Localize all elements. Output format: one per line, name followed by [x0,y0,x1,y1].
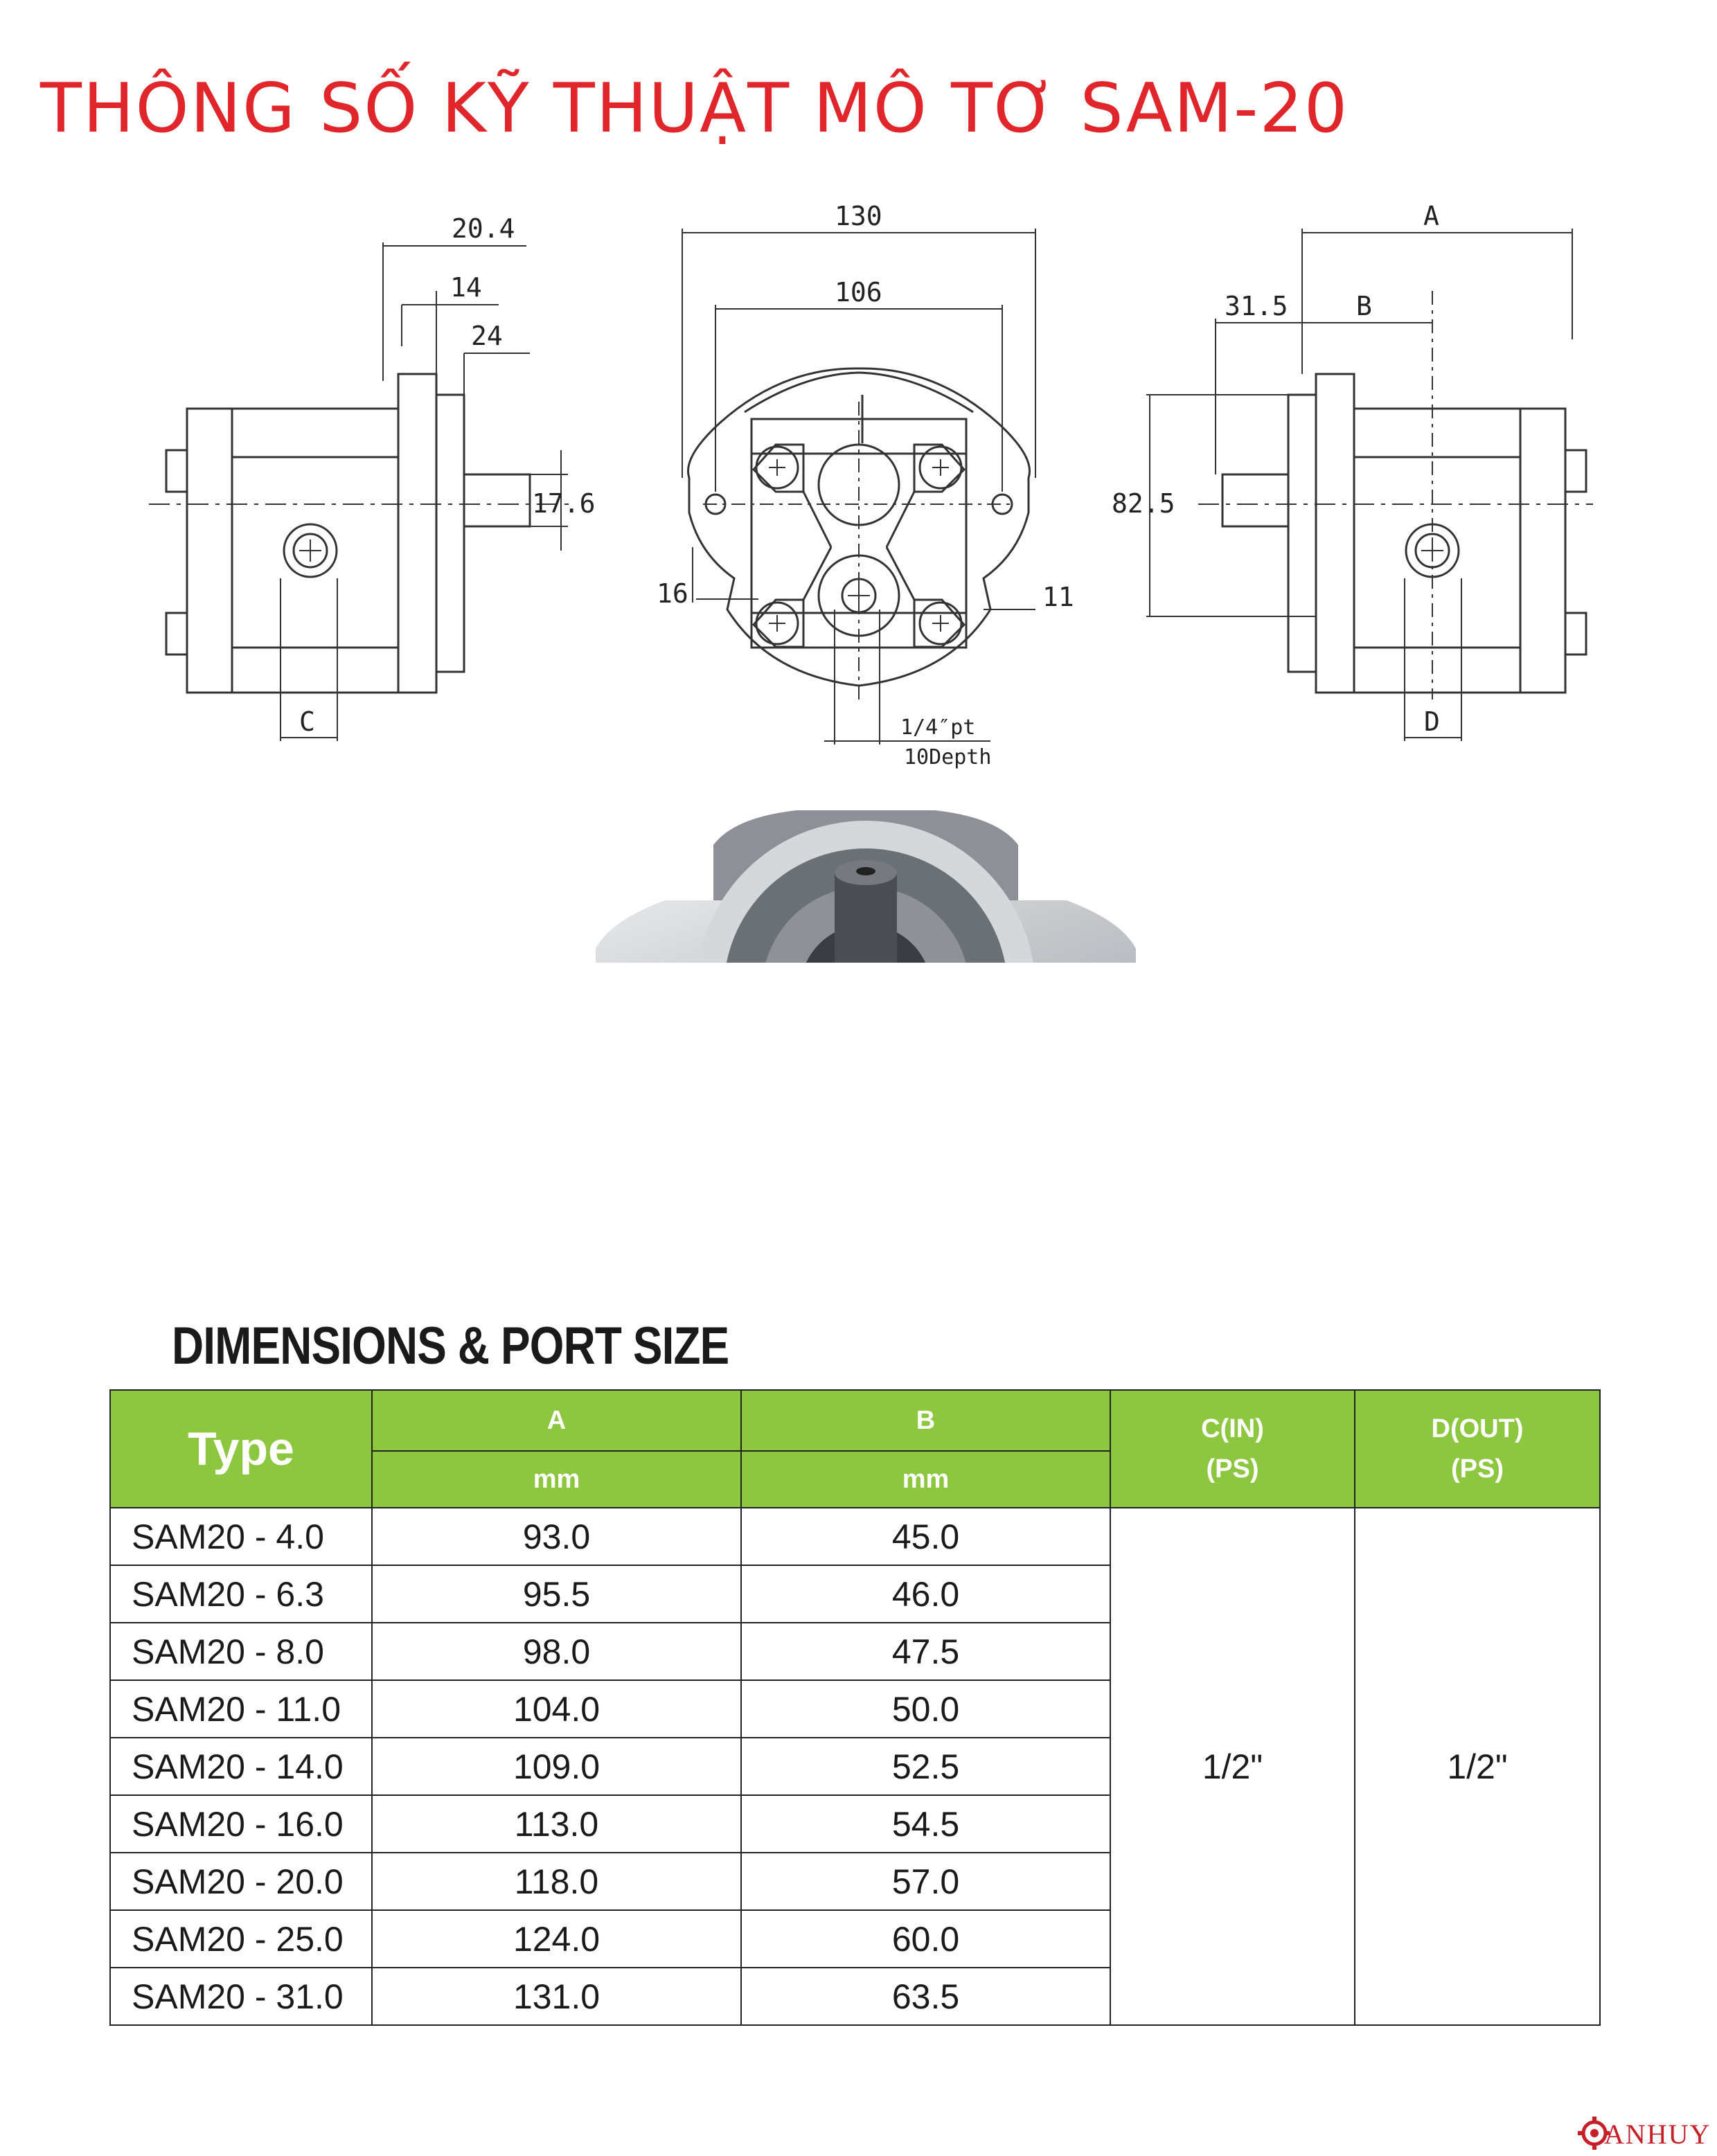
cell-b: 57.0 [741,1853,1110,1910]
dim-label: 1/4″pt [900,715,976,740]
cell-type: SAM20 - 8.0 [110,1623,372,1680]
table-row [110,1508,1600,1565]
dim-label: 130 [835,201,882,231]
dim-label: 14 [450,272,482,303]
header-c-line2: (PS) [1206,1454,1259,1484]
cell-a: 109.0 [372,1738,741,1795]
cell-a: 98.0 [372,1623,741,1680]
header-d-line2: (PS) [1451,1454,1504,1484]
unit-a: mm [372,1451,741,1508]
cell-a: 118.0 [372,1853,741,1910]
technical-drawing [0,187,1717,963]
section-title: DIMENSIONS & PORT SIZE [172,1317,729,1375]
dim-label: 16 [657,578,688,609]
cell-b: 60.0 [741,1910,1110,1968]
logo-text: ANHUY [1604,2119,1711,2150]
cell-type: SAM20 - 4.0 [110,1508,372,1565]
cell-a: 104.0 [372,1680,741,1738]
dimensions-table [109,1389,1601,2026]
header-c-line1: C(IN) [1201,1414,1264,1443]
cell-b: 63.5 [741,1968,1110,2025]
header-a: A [372,1390,741,1451]
dim-label: D [1424,706,1440,737]
dim-label: 106 [835,277,882,308]
unit-b: mm [741,1451,1110,1508]
cell-type: SAM20 - 11.0 [110,1680,372,1738]
cell-a: 124.0 [372,1910,741,1968]
dim-label: 82.5 [1112,488,1175,519]
dim-label: C [299,706,315,737]
brand-logo [1578,2114,1709,2153]
motor-photo [596,810,1136,963]
dim-label: 20.4 [452,213,515,244]
header-b: B [741,1390,1110,1451]
dim-label: 31.5 [1225,291,1288,321]
header-d-line1: D(OUT) [1431,1414,1524,1443]
dim-label: 10Depth [904,745,992,769]
cell-type: SAM20 - 20.0 [110,1853,372,1910]
header-d [1355,1390,1600,1508]
cell-type: SAM20 - 14.0 [110,1738,372,1795]
header-c [1110,1390,1355,1508]
header-type: Type [110,1390,372,1508]
dim-label: 17.6 [532,488,596,519]
cell-a: 131.0 [372,1968,741,2025]
cell-d-value: 1/2" [1355,1508,1600,2025]
cell-b: 50.0 [741,1680,1110,1738]
cell-b: 54.5 [741,1795,1110,1853]
cell-type: SAM20 - 16.0 [110,1795,372,1853]
dim-label: B [1356,291,1372,321]
dim-label: 11 [1042,582,1074,612]
dim-label: 24 [471,321,503,351]
table-header-row [110,1390,1600,1451]
dim-label: A [1423,201,1439,231]
side-view-left [149,242,575,741]
cell-b: 52.5 [741,1738,1110,1795]
cell-b: 47.5 [741,1623,1110,1680]
cell-a: 93.0 [372,1508,741,1565]
cell-a: 95.5 [372,1565,741,1623]
cell-type: SAM20 - 6.3 [110,1565,372,1623]
cell-c-value: 1/2" [1110,1508,1355,2025]
cell-type: SAM20 - 25.0 [110,1910,372,1968]
cell-type: SAM20 - 31.0 [110,1968,372,2025]
page-title: THÔNG SỐ KỸ THUẬT MÔ TƠ SAM-20 [40,69,1349,148]
cell-b: 46.0 [741,1565,1110,1623]
cell-b: 45.0 [741,1508,1110,1565]
cell-a: 113.0 [372,1795,741,1853]
